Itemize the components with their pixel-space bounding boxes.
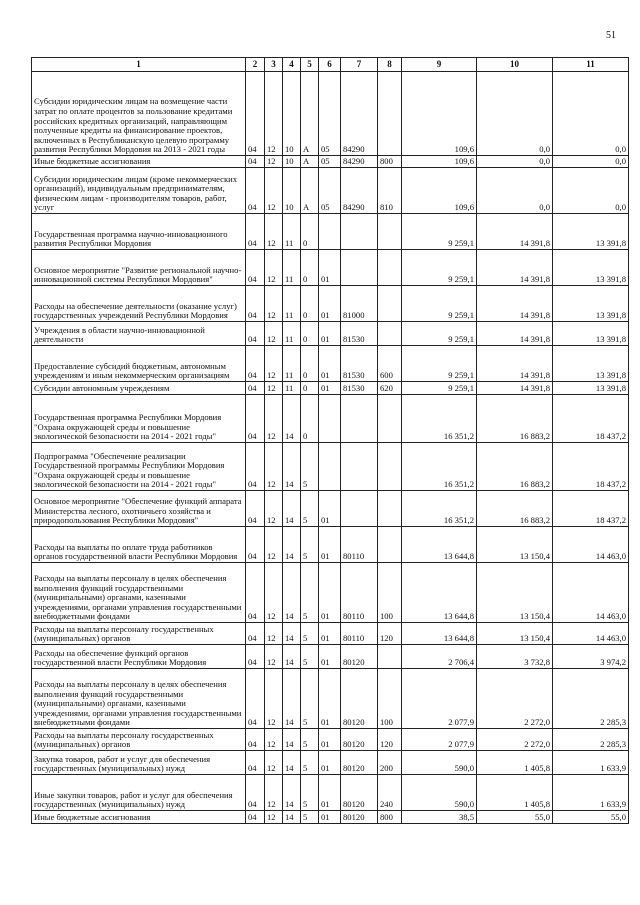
cell-c2: 04 xyxy=(246,563,265,623)
cell-c7: 80110 xyxy=(341,527,378,563)
cell-c3: 12 xyxy=(265,623,283,645)
table-row xyxy=(32,669,629,729)
row-name-cell: Основное мероприятие "Обеспечение функций аппарата Министерства лесного, охотничьего хозяйства и природопользования Республики Мордовия" xyxy=(32,491,246,527)
cell-c7: 84290 xyxy=(341,72,378,156)
cell-c5: 0 xyxy=(301,382,319,395)
cell-v10: 0,0 xyxy=(477,168,553,214)
cell-c5: А xyxy=(301,156,319,168)
cell-v11: 14 463,0 xyxy=(553,527,629,563)
cell-c7: 81530 xyxy=(341,346,378,382)
cell-c7: 80110 xyxy=(341,623,378,645)
cell-c3: 12 xyxy=(265,156,283,168)
cell-v11: 1 633,9 xyxy=(553,751,629,775)
cell-v10: 16 883,2 xyxy=(477,395,553,443)
budget-table xyxy=(31,57,629,824)
cell-c2: 04 xyxy=(246,751,265,775)
cell-c2: 04 xyxy=(246,346,265,382)
cell-c7: 81000 xyxy=(341,286,378,322)
header-col-2: 2 xyxy=(246,58,265,72)
cell-c4: 11 xyxy=(283,382,301,395)
cell-c8 xyxy=(378,527,402,563)
table-row xyxy=(32,563,629,623)
cell-v9: 13 644,8 xyxy=(402,623,477,645)
cell-c7 xyxy=(341,491,378,527)
row-name-cell: Государственная программа научно-инновационного развития Республики Мордовия xyxy=(32,214,246,250)
cell-c5: 5 xyxy=(301,443,319,491)
cell-v11: 13 391,8 xyxy=(553,322,629,346)
cell-v11: 13 391,8 xyxy=(553,250,629,286)
row-name-cell: Субсидии автономным учреждениям xyxy=(32,382,246,395)
cell-c8: 100 xyxy=(378,669,402,729)
cell-c6 xyxy=(319,214,341,250)
cell-v10: 14 391,8 xyxy=(477,322,553,346)
cell-c3: 12 xyxy=(265,346,283,382)
cell-c6: 01 xyxy=(319,775,341,811)
cell-c2: 04 xyxy=(246,214,265,250)
cell-c3: 12 xyxy=(265,645,283,669)
cell-v11: 0,0 xyxy=(553,156,629,168)
row-name-cell: Расходы на выплаты по оплате труда работников органов государственной власти Республики Мордовия xyxy=(32,527,246,563)
cell-c7: 80120 xyxy=(341,645,378,669)
cell-v10: 13 150,4 xyxy=(477,527,553,563)
cell-v11: 2 285,3 xyxy=(553,669,629,729)
header-row xyxy=(32,58,629,72)
cell-v9: 9 259,1 xyxy=(402,382,477,395)
cell-c8 xyxy=(378,286,402,322)
cell-c2: 04 xyxy=(246,729,265,751)
cell-c3: 12 xyxy=(265,250,283,286)
table-row xyxy=(32,751,629,775)
row-name-cell: Субсидии юридическим лицам на возмещение части затрат по оплате процентов за пользование кредитами российских кредитных организаций, направляющим полученные кредиты на финансирование проектов, включенных в Республиканскую целевую программу развития Республики Мордовия на 2013 - 2021 годы xyxy=(32,72,246,156)
cell-c8 xyxy=(378,491,402,527)
cell-c7 xyxy=(341,250,378,286)
table-row xyxy=(32,322,629,346)
cell-v11: 3 974,2 xyxy=(553,645,629,669)
cell-c6: 01 xyxy=(319,491,341,527)
cell-c3: 12 xyxy=(265,775,283,811)
cell-c3: 12 xyxy=(265,286,283,322)
cell-c3: 12 xyxy=(265,729,283,751)
cell-c7 xyxy=(341,214,378,250)
cell-v10: 0,0 xyxy=(477,156,553,168)
cell-v10: 1 405,8 xyxy=(477,775,553,811)
row-name-cell: Иные бюджетные ассигнования xyxy=(32,156,246,168)
cell-v9: 38,5 xyxy=(402,811,477,824)
row-name-cell: Расходы на выплаты персоналу в целях обеспечения выполнения функций государственными (муниципальными) органами, казенными учреждениями, органами управления государственными внебюджетными фондами xyxy=(32,669,246,729)
cell-c7 xyxy=(341,395,378,443)
cell-v11: 1 633,9 xyxy=(553,775,629,811)
cell-c7 xyxy=(341,443,378,491)
header-col-6: 6 xyxy=(319,58,341,72)
page-number: 51 xyxy=(606,30,616,41)
cell-v9: 590,0 xyxy=(402,751,477,775)
cell-v10: 3 732,8 xyxy=(477,645,553,669)
cell-c3: 12 xyxy=(265,811,283,824)
cell-c2: 04 xyxy=(246,168,265,214)
cell-c2: 04 xyxy=(246,286,265,322)
cell-c6: 01 xyxy=(319,346,341,382)
cell-c4: 10 xyxy=(283,168,301,214)
cell-c8 xyxy=(378,214,402,250)
row-name-cell: Учреждения в области научно-инновационной деятельности xyxy=(32,322,246,346)
cell-v10: 14 391,8 xyxy=(477,214,553,250)
row-name-cell: Расходы на обеспечение деятельности (оказание услуг) государственных учреждений Республики Мордовия xyxy=(32,286,246,322)
cell-c6: 01 xyxy=(319,286,341,322)
cell-c4: 14 xyxy=(283,623,301,645)
cell-c5: 0 xyxy=(301,286,319,322)
header-col-4: 4 xyxy=(283,58,301,72)
cell-c7: 80120 xyxy=(341,775,378,811)
cell-c4: 10 xyxy=(283,156,301,168)
table-row xyxy=(32,395,629,443)
row-name-cell: Иные закупки товаров, работ и услуг для обеспечения государственных (муниципальных) нужд xyxy=(32,775,246,811)
cell-c4: 11 xyxy=(283,346,301,382)
cell-v10: 1 405,8 xyxy=(477,751,553,775)
cell-c3: 12 xyxy=(265,669,283,729)
cell-c4: 11 xyxy=(283,214,301,250)
cell-c2: 04 xyxy=(246,527,265,563)
cell-c6 xyxy=(319,443,341,491)
header-col-5: 5 xyxy=(301,58,319,72)
cell-c4: 14 xyxy=(283,563,301,623)
row-name-cell: Подпрограмма "Обеспечение реализации Государственной программы Республики Мордовия "Охрана окружающей среды и повышение экологической безопасности на 2014 - 2021 годы" xyxy=(32,443,246,491)
cell-c3: 12 xyxy=(265,751,283,775)
cell-v10: 16 883,2 xyxy=(477,443,553,491)
cell-c4: 14 xyxy=(283,775,301,811)
cell-c8: 100 xyxy=(378,563,402,623)
row-name-cell: Иные бюджетные ассигнования xyxy=(32,811,246,824)
cell-c4: 14 xyxy=(283,645,301,669)
table-row xyxy=(32,382,629,395)
cell-c5: 5 xyxy=(301,775,319,811)
cell-v11: 18 437,2 xyxy=(553,443,629,491)
cell-c5: 5 xyxy=(301,645,319,669)
cell-c8: 600 xyxy=(378,346,402,382)
cell-c4: 14 xyxy=(283,491,301,527)
cell-v11: 0,0 xyxy=(553,72,629,156)
cell-c4: 11 xyxy=(283,250,301,286)
cell-c4: 14 xyxy=(283,527,301,563)
cell-c5: 5 xyxy=(301,811,319,824)
cell-c8: 800 xyxy=(378,156,402,168)
cell-v9: 9 259,1 xyxy=(402,250,477,286)
cell-c8: 120 xyxy=(378,623,402,645)
header-col-7: 7 xyxy=(341,58,378,72)
row-name-cell: Расходы на выплаты персоналу государственных (муниципальных) органов xyxy=(32,729,246,751)
cell-c5: 5 xyxy=(301,751,319,775)
cell-c7: 80110 xyxy=(341,563,378,623)
header-col-3: 3 xyxy=(265,58,283,72)
cell-c3: 12 xyxy=(265,382,283,395)
table-row xyxy=(32,214,629,250)
header-col-11: 11 xyxy=(553,58,629,72)
cell-c3: 12 xyxy=(265,491,283,527)
cell-c7: 80120 xyxy=(341,751,378,775)
cell-c2: 04 xyxy=(246,811,265,824)
cell-c8 xyxy=(378,443,402,491)
cell-v11: 18 437,2 xyxy=(553,491,629,527)
cell-c2: 04 xyxy=(246,669,265,729)
cell-c6: 01 xyxy=(319,527,341,563)
cell-c2: 04 xyxy=(246,623,265,645)
cell-v9: 9 259,1 xyxy=(402,214,477,250)
cell-c8 xyxy=(378,322,402,346)
cell-c4: 11 xyxy=(283,286,301,322)
cell-v10: 14 391,8 xyxy=(477,250,553,286)
cell-c6: 05 xyxy=(319,72,341,156)
table-row xyxy=(32,623,629,645)
cell-c4: 14 xyxy=(283,811,301,824)
table-row xyxy=(32,811,629,824)
cell-c8 xyxy=(378,395,402,443)
cell-c5: 0 xyxy=(301,322,319,346)
cell-c6: 01 xyxy=(319,250,341,286)
cell-v11: 14 463,0 xyxy=(553,623,629,645)
table-row xyxy=(32,250,629,286)
cell-c6: 01 xyxy=(319,382,341,395)
header-col-9: 9 xyxy=(402,58,477,72)
cell-c8: 810 xyxy=(378,168,402,214)
cell-c7: 84290 xyxy=(341,168,378,214)
cell-c5: 5 xyxy=(301,729,319,751)
cell-c5: 0 xyxy=(301,250,319,286)
cell-v10: 16 883,2 xyxy=(477,491,553,527)
cell-v11: 14 463,0 xyxy=(553,563,629,623)
cell-v9: 109,6 xyxy=(402,156,477,168)
table-row xyxy=(32,527,629,563)
cell-c7: 81530 xyxy=(341,322,378,346)
cell-v10: 55,0 xyxy=(477,811,553,824)
cell-v9: 16 351,2 xyxy=(402,491,477,527)
cell-c8 xyxy=(378,250,402,286)
cell-c7: 80120 xyxy=(341,811,378,824)
cell-c8: 240 xyxy=(378,775,402,811)
cell-v9: 2 077,9 xyxy=(402,729,477,751)
cell-c3: 12 xyxy=(265,168,283,214)
cell-v11: 55,0 xyxy=(553,811,629,824)
header-col-1: 1 xyxy=(32,58,246,72)
cell-v9: 9 259,1 xyxy=(402,286,477,322)
table-row xyxy=(32,645,629,669)
cell-c6: 05 xyxy=(319,156,341,168)
cell-c8 xyxy=(378,72,402,156)
cell-c6: 01 xyxy=(319,645,341,669)
cell-v11: 13 391,8 xyxy=(553,346,629,382)
cell-v9: 16 351,2 xyxy=(402,395,477,443)
header-col-10: 10 xyxy=(477,58,553,72)
cell-v10: 0,0 xyxy=(477,72,553,156)
cell-c5: А xyxy=(301,168,319,214)
cell-c2: 04 xyxy=(246,645,265,669)
cell-v11: 13 391,8 xyxy=(553,382,629,395)
cell-v10: 2 272,0 xyxy=(477,729,553,751)
cell-c6: 01 xyxy=(319,751,341,775)
cell-c5: 5 xyxy=(301,623,319,645)
cell-v10: 14 391,8 xyxy=(477,286,553,322)
table-row xyxy=(32,72,629,156)
cell-c3: 12 xyxy=(265,395,283,443)
cell-c3: 12 xyxy=(265,214,283,250)
cell-v10: 13 150,4 xyxy=(477,623,553,645)
table-row xyxy=(32,168,629,214)
cell-c6: 01 xyxy=(319,729,341,751)
cell-c5: 5 xyxy=(301,527,319,563)
cell-v11: 2 285,3 xyxy=(553,729,629,751)
cell-c4: 14 xyxy=(283,729,301,751)
cell-c5: 5 xyxy=(301,563,319,623)
cell-v10: 14 391,8 xyxy=(477,346,553,382)
cell-c2: 04 xyxy=(246,250,265,286)
cell-v9: 590,0 xyxy=(402,775,477,811)
cell-v11: 0,0 xyxy=(553,168,629,214)
cell-c2: 04 xyxy=(246,156,265,168)
cell-c2: 04 xyxy=(246,443,265,491)
row-name-cell: Расходы на выплаты персоналу в целях обеспечения выполнения функций государственными (муниципальными) органами, казенными учреждениями, органами управления государственными внебюджетными фондами xyxy=(32,563,246,623)
cell-c7: 80120 xyxy=(341,669,378,729)
cell-c7: 84290 xyxy=(341,156,378,168)
table-row xyxy=(32,729,629,751)
cell-c5: 5 xyxy=(301,669,319,729)
cell-v9: 9 259,1 xyxy=(402,322,477,346)
cell-c8 xyxy=(378,645,402,669)
cell-c5: 0 xyxy=(301,346,319,382)
table-row xyxy=(32,156,629,168)
table-row xyxy=(32,286,629,322)
row-name-cell: Предоставление субсидий бюджетным, автономным учреждениям и иным некоммерческим организациям xyxy=(32,346,246,382)
cell-v11: 13 391,8 xyxy=(553,286,629,322)
header-col-8: 8 xyxy=(378,58,402,72)
cell-c8: 120 xyxy=(378,729,402,751)
cell-c2: 04 xyxy=(246,395,265,443)
row-name-cell: Закупка товаров, работ и услуг для обеспечения государственных (муниципальных) нужд xyxy=(32,751,246,775)
row-name-cell: Государственная программа Республики Мордовия "Охрана окружающей среды и повышение экологической безопасности на 2014 - 2021 годы" xyxy=(32,395,246,443)
row-name-cell: Субсидии юридическим лицам (кроме некоммерческих организаций), индивидуальным предпринимателям, физическим лицам - производителям товаров, работ, услуг xyxy=(32,168,246,214)
cell-c5: А xyxy=(301,72,319,156)
cell-c2: 04 xyxy=(246,775,265,811)
cell-c4: 14 xyxy=(283,395,301,443)
cell-c2: 04 xyxy=(246,491,265,527)
cell-c3: 12 xyxy=(265,72,283,156)
cell-c6: 05 xyxy=(319,168,341,214)
cell-c6: 01 xyxy=(319,563,341,623)
cell-v9: 16 351,2 xyxy=(402,443,477,491)
row-name-cell: Расходы на выплаты персоналу государственных (муниципальных) органов xyxy=(32,623,246,645)
cell-v10: 14 391,8 xyxy=(477,382,553,395)
cell-c6: 01 xyxy=(319,811,341,824)
cell-c8: 620 xyxy=(378,382,402,395)
cell-c3: 12 xyxy=(265,443,283,491)
row-name-cell: Основное мероприятие "Развитие региональной научно-инновационной системы Республики Мордовия" xyxy=(32,250,246,286)
cell-v9: 2 077,9 xyxy=(402,669,477,729)
cell-c6: 01 xyxy=(319,669,341,729)
cell-c6: 01 xyxy=(319,623,341,645)
cell-c6: 01 xyxy=(319,322,341,346)
cell-c8: 200 xyxy=(378,751,402,775)
table-row xyxy=(32,491,629,527)
cell-c4: 14 xyxy=(283,751,301,775)
cell-c4: 14 xyxy=(283,443,301,491)
cell-c5: 0 xyxy=(301,395,319,443)
table-row xyxy=(32,346,629,382)
cell-v11: 18 437,2 xyxy=(553,395,629,443)
cell-c4: 14 xyxy=(283,669,301,729)
cell-v10: 2 272,0 xyxy=(477,669,553,729)
cell-c4: 11 xyxy=(283,322,301,346)
cell-c5: 0 xyxy=(301,214,319,250)
cell-c8: 800 xyxy=(378,811,402,824)
cell-v9: 9 259,1 xyxy=(402,346,477,382)
table-row xyxy=(32,775,629,811)
cell-c4: 10 xyxy=(283,72,301,156)
table-row xyxy=(32,443,629,491)
cell-c3: 12 xyxy=(265,563,283,623)
cell-c3: 12 xyxy=(265,527,283,563)
cell-c7: 81530 xyxy=(341,382,378,395)
cell-v10: 13 150,4 xyxy=(477,563,553,623)
cell-c3: 12 xyxy=(265,322,283,346)
cell-c7: 80120 xyxy=(341,729,378,751)
cell-v11: 13 391,8 xyxy=(553,214,629,250)
cell-c2: 04 xyxy=(246,72,265,156)
cell-v9: 109,6 xyxy=(402,72,477,156)
cell-c2: 04 xyxy=(246,382,265,395)
cell-v9: 13 644,8 xyxy=(402,527,477,563)
cell-v9: 13 644,8 xyxy=(402,563,477,623)
cell-v9: 2 706,4 xyxy=(402,645,477,669)
row-name-cell: Расходы на обеспечение функций органов государственной власти Республики Мордовия xyxy=(32,645,246,669)
cell-c6 xyxy=(319,395,341,443)
cell-c2: 04 xyxy=(246,322,265,346)
cell-v9: 109,6 xyxy=(402,168,477,214)
cell-c5: 5 xyxy=(301,491,319,527)
